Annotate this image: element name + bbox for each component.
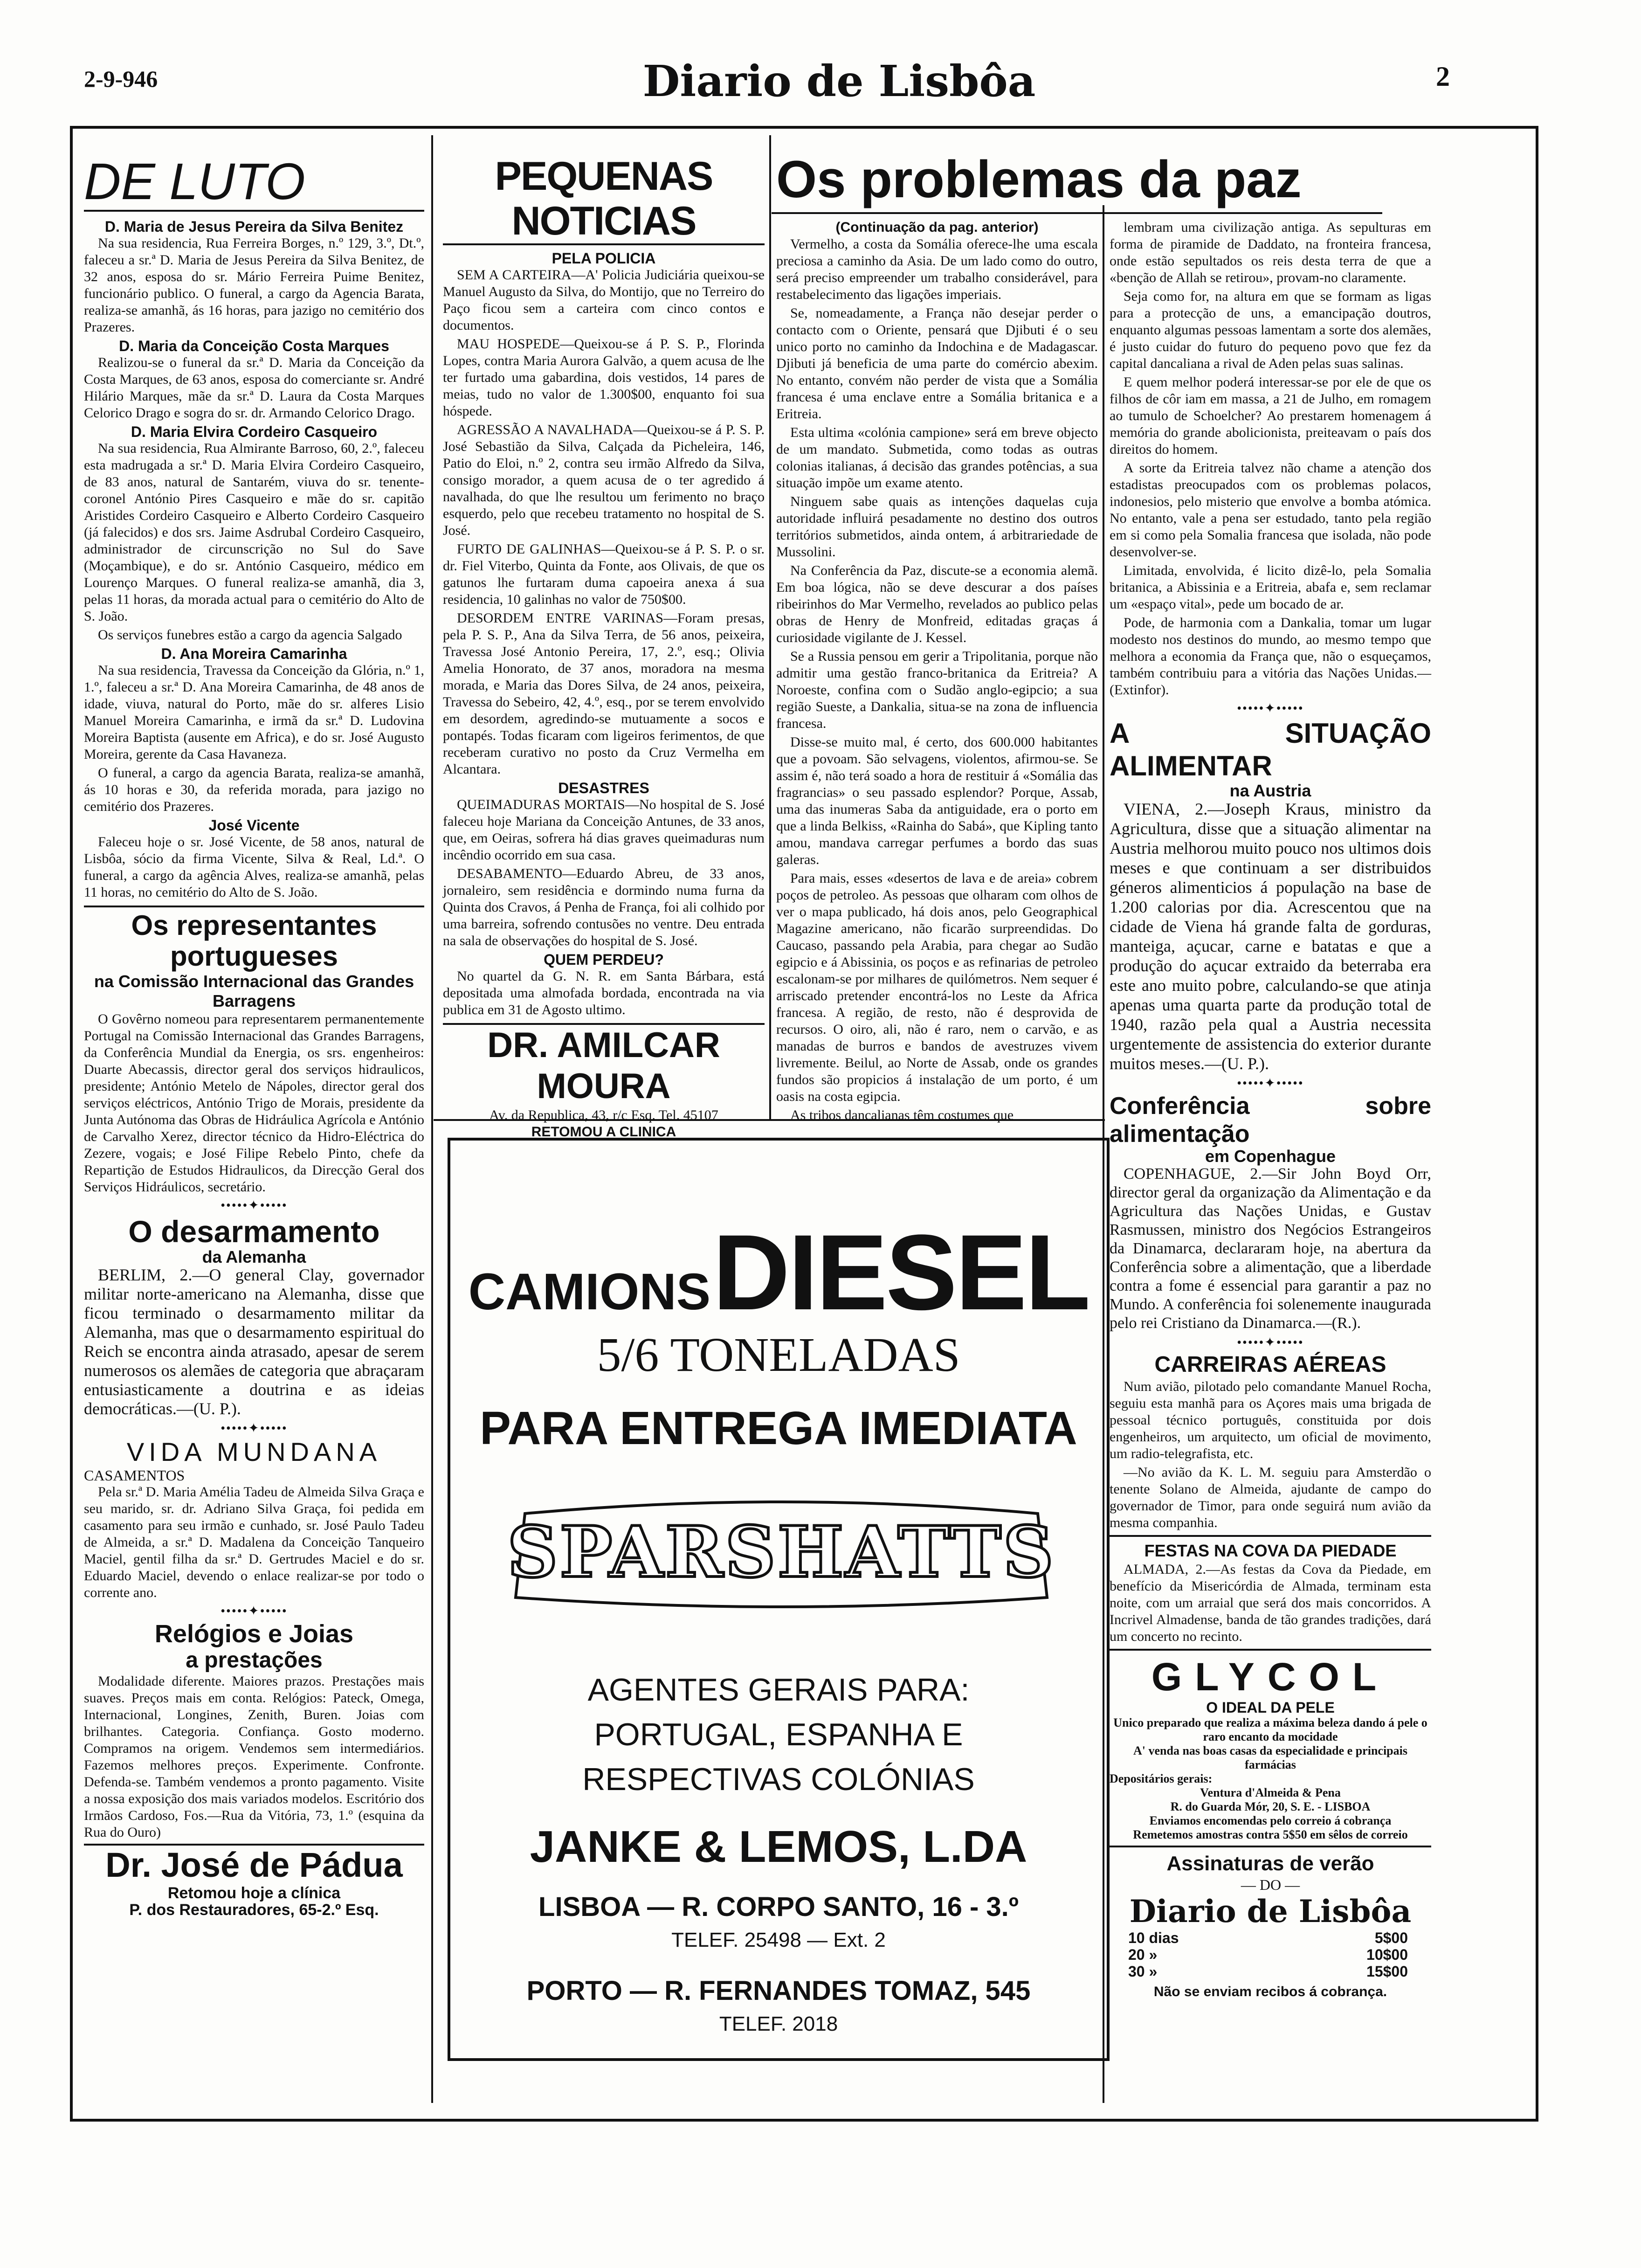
- article-text: O Govêrno nomeou para representarem permanentemente Portugal na Comissão Internacional das Grandes Barragens, da Conferência Mundial da Energia, os srs. engenheiros: Duarte Abecassis, director geral dos serviços hidraulicos, presidente; António Metelo de Nápoles, director geral dos serviços eléctricos, António Trigo de Morais, presidente da Junta Autónoma das Obras de Hidráulica Agrícola e António de Carvalho Xerez, director técnico da Hidro-Eléctrica do Zezere, vogais; e José Filipe Rebelo Pinto, chefe da Repartição de Estudos Hidraulicos, da Direcção Geral dos Serviços Hidráulicos, secretário.: [84, 1011, 424, 1195]
- subscription-price: 10$00: [1366, 1946, 1408, 1963]
- subscriptions-note: Não se enviam recibos á cobrança.: [1153, 1984, 1387, 1999]
- ad-diesel-headline: [450, 1210, 1107, 1334]
- subscription-price: 5$00: [1374, 1929, 1408, 1946]
- article-text: Para mais, esses «desertos de lava e de areia» cobrem poços de petroleo. As pessoas que olharam com olhos de ver o mapa publicado, há dois anos, pelo Geographical Magazine americano, não ficarão surpreendidas. Do Caucaso, passando pela Arabia, para chegar ao Sudão egipcio e á Abissinia, os poços e as refinarias de petroleo escalonam-se por milhares de quilómetros. Nem sequer é arriscado pretender encontrá-los no Leste da Africa francesa. A região, de resto, não é desprovida de recursos. O oiro, ali, não é raro, nem o carvão, e as manadas de burros e bandos de avestruzes vivem livremente. Beilul, ao Norte de Assab, onde os grandes fundos são propicios á instalação de um porto, é um oasis na costa egipcia.: [776, 871, 1098, 1104]
- ornament-divider: •••••✦•••••: [221, 1604, 288, 1618]
- subscription-price: 15$00: [1366, 1963, 1408, 1980]
- subsection-policia: PELA POLICIA: [552, 250, 656, 267]
- column-right: [1110, 219, 1431, 2000]
- column-rule: [431, 135, 433, 2103]
- headline-festas: FESTAS NA COVA DA PIEDADE: [1144, 1541, 1397, 1560]
- column-rule: [769, 135, 771, 1119]
- subheadline: em Copenhague: [1205, 1147, 1336, 1166]
- ad-diesel-lisboa-phone: TELEF. 25498 — Ext. 2: [671, 1929, 886, 1951]
- ornament-divider: •••••✦•••••: [1237, 1076, 1304, 1091]
- column-pequenas-noticias: [443, 154, 765, 1141]
- ad-relogios-title: Relógios e Joias: [154, 1620, 354, 1648]
- sparshatts-logo: [506, 1495, 1056, 1616]
- subscription-period: 10 dias: [1128, 1929, 1179, 1946]
- article-text: E quem melhor poderá interessar-se por ele de que os filhos de côr iam em massa, a 21 de Julho, em romagem ao tumulo de Schoelcher? Ao prestarem homenagem á memória do grande abolicionista, preiteavam o país dos direitos do homem.: [1110, 374, 1431, 457]
- subheadline: na Comissão Internacional das Grandes Barragens: [94, 972, 414, 1010]
- ad-moura-address: Av. da Republica, 43, r/c Esq. Tel. 45107: [489, 1107, 718, 1123]
- headline-situacao-alimentar: A SITUAÇÃO ALIMENTAR: [1110, 718, 1431, 781]
- news-item: DESORDEM ENTRE VARINAS—Foram presas, pela P. S. P., Ana da Silva Terra, de 56 anos, peixeira, Travessa José Antonio Pereira, 17, 2.º, esq.; Olivia Amelia Honorato, de 37 anos, moradora na mesma morada, e Maria das Dores Silva, de 24 anos, peixeira, Travessa do Sebeiro, 42, 4.º, esq., por se terem envolvido em desordem, agredindo-se mutuamente a socos e pontapés. Todas ficaram com ligeiros ferimentos, de que receberam curativo no posto da Cruz Vermelha em Alcantara.: [443, 610, 765, 777]
- ad-glycol-line: Unico preparado que realiza a máxima beleza dando á pele o raro encanto da mocidade: [1113, 1716, 1427, 1743]
- headline-conferencia: Conferência sobre alimentação: [1110, 1093, 1431, 1148]
- ad-diesel-diesel: DIESEL: [712, 1212, 1089, 1332]
- ornament-divider: •••••✦•••••: [1237, 1335, 1304, 1350]
- ad-glycol-line: Enviamos encomendas pelo correio á cobrança: [1149, 1814, 1392, 1827]
- article-text: BERLIM, 2.—O general Clay, governador militar norte-americano na Alemanha, disse que ficou terminado o desarmamento militar da Alemanha, mas que o desarmamento espiritual do Reich se encontra ainda atrasado, apesar de serem numerosos os alemães de categoria que abraçaram entusiasticamente a doutrina e as ideias democráticas.—(U. P.).: [84, 1265, 424, 1418]
- subscriptions-paper: Diario de Lisbôa: [1129, 1893, 1412, 1929]
- subheadline: da Alemanha: [202, 1247, 306, 1266]
- issue-date: 2-9-946: [84, 66, 158, 92]
- section-title-de-luto: DE LUTO: [84, 154, 424, 212]
- subscriptions-do: — DO —: [1241, 1876, 1300, 1893]
- ad-glycol-line: Remetemos amostras contra 5$50 em sêlos de correio: [1133, 1828, 1408, 1841]
- ornament-divider: •••••✦•••••: [221, 1198, 288, 1213]
- ad-diesel-company: JANKE & LEMOS, L.DA: [530, 1822, 1027, 1872]
- article-text: COPENHAGUE, 2.—Sir John Boyd Orr, director geral da organização da Alimentação e da Agricultura das Nações Unidas, e Gustav Rasmussen, ministro dos Negócios Estrangeiros da Dinamarca, declararam hoje, na abertura da Conferência sobre a alimentação, que a liberdade contra a fome é essencial para garantir a paz no Mundo. A conferência foi solenemente inaugurada pelo rei Cristiano da Dinamarca.—(R.).: [1110, 1165, 1431, 1332]
- ad-padua-address: P. dos Restauradores, 65-2.º Esq.: [129, 1901, 379, 1919]
- article-text: lembram uma civilização antiga. As sepulturas em forma de piramide de Daddato, na fronteira francesa, onde estão sepultados os reis desta terra de que a «benção de Allah se retirou», provam-no claramente.: [1110, 220, 1431, 285]
- obituary-text: Na sua residencia, Rua Ferreira Borges, n.º 129, 3.º, Dt.º, faleceu a sr.ª D. Maria de Jesus Pereira da Silva Benitez, de 32 anos, esposa do sr. Mário Ferreira Puime Benitez, funcionário publico. O funeral, a cargo da Agencia Barata, realiza-se amanhã, ás 16 horas, para jazigo no cemitério dos Prazeres.: [84, 235, 424, 335]
- ad-glycol-line: Ventura d'Almeida & Pena: [1200, 1786, 1341, 1799]
- ornament-divider: •••••✦•••••: [221, 1421, 288, 1436]
- article-text: Se a Russia pensou em gerir a Tripolitania, porque não admitir uma gestão franco-britanica da Eritreia? A Noroeste, confina com o Sudão anglo-egipcio; a sua região Sueste, a Dankalia, situa-se na zona de influencia francesa.: [776, 649, 1098, 731]
- column-rule: [1103, 205, 1104, 1119]
- column-problemas-left: [776, 219, 1098, 1126]
- ad-moura-title: DR. AMILCAR MOURA: [487, 1025, 720, 1106]
- obituary-text: Os serviços funebres estão a cargo da agencia Salgado: [98, 627, 402, 643]
- section-title-pequenas-noticias: PEQUENAS NOTICIAS: [443, 154, 765, 245]
- ad-diesel-lisboa-address: LISBOA — R. CORPO SANTO, 16 - 3.º: [538, 1892, 1019, 1922]
- subheadline: na Austria: [1229, 781, 1311, 800]
- headline-problemas-da-paz: Os problemas da paz: [776, 150, 1302, 208]
- ad-glycol-title: GLYCOL: [1151, 1655, 1390, 1699]
- news-item: SEM A CARTEIRA—A' Policia Judiciária queixou-se Manuel Augusto da Silva, do Montijo, que no Terreiro do Paço ficou sem a carteira com cinco contos e documentos.: [443, 267, 765, 333]
- continuation-note: (Continuação da pag. anterior): [835, 220, 1039, 235]
- headline-representantes: Os representantes portugueses: [131, 910, 377, 972]
- article-text: Se, nomeadamente, a França não desejar perder o contacto com o Oriente, pensará que Djibuti é o seu unico porto no caminho da Indochina e de Madagascar. Djibuti já beneficia de uma parte do comércio abexim. No entanto, convém não perder de vista que a Somália francesa é uma enclave entre a Somália britanica e a Eritreia.: [776, 305, 1098, 422]
- ad-glycol-sub: O IDEAL DA PELE: [1206, 1699, 1335, 1716]
- newspaper-title: Diario de Lisbôa: [642, 56, 1036, 106]
- ad-relogios-sub: a prestações: [186, 1648, 323, 1673]
- article-text: Disse-se muito mal, é certo, dos 600.000 habitantes que a povoam. São selvagens, violentos, afirmou-se. Se assim é, não terá soado a hora de restituir á «Somália das fragrancias» o seu passado esplendor? Porque, Assab, uma das inumeras Saba da antiguidade, era o porto em que a linda Belkiss, «Rainha do Sabá», que Kipling tanto amou, mandava carregar perfumes a bordo das suas galeras.: [776, 734, 1098, 867]
- subscriptions-table: [1128, 1929, 1431, 1980]
- article-text: Num avião, pilotado pelo comandante Manuel Rocha, seguiu esta manhã para os Açores mais uma brigada de pessoal técnico português, constituida por dois engenheiros, um arquitecto, um oficial de movimento, um radio-telegrafista, etc.: [1110, 1379, 1431, 1461]
- ad-diesel-agents-line: AGENTES GERAIS PARA:: [587, 1672, 970, 1708]
- ad-diesel-delivery: PARA ENTREGA IMEDIATA: [480, 1402, 1077, 1454]
- headline-rule: [772, 212, 1382, 214]
- diesel-advertisement: [448, 1138, 1110, 2061]
- obituary-name: D. Maria da Conceição Costa Marques: [119, 338, 389, 354]
- ad-glycol-line: Depositários gerais:: [1110, 1772, 1213, 1785]
- subscription-period: 30 »: [1128, 1963, 1158, 1980]
- column-obituaries: [84, 154, 424, 1918]
- obituary-name: D. Maria de Jesus Pereira da Silva Benitez: [104, 218, 404, 235]
- sparshatts-logo-text: SPARSHATTS: [507, 1511, 1055, 1593]
- article-text: As tribos dancalianas têm costumes que: [790, 1107, 1014, 1123]
- subsection-quem-perdeu: QUEM PERDEU?: [544, 951, 664, 968]
- news-item: AGRESSÃO A NAVALHADA—Queixou-se á P. S. P. José Sebastião da Silva, Calçada da Picheleira, 146, Patio do Eloi, n.º 2, contra seu irmão Alfredo da Silva, consigo morador, a quem acusa de o ter agredido á navalhada, do que lhe resultou um ferimento no braço esquerdo, pelo que recebeu tratamento no hospital de S. José.: [443, 422, 765, 538]
- ad-diesel-tonnage: 5/6 TONELADAS: [597, 1328, 960, 1382]
- article-text: Ninguem sabe quais as intenções daquelas cuja autoridade influirá pesadamente no destino dos outros territórios submetidos, ainda ontem, á arbitrariedade de Mussolini.: [776, 494, 1098, 560]
- obituary-name: José Vicente: [208, 817, 300, 834]
- obituary-name: D. Maria Elvira Cordeiro Casqueiro: [131, 423, 378, 440]
- obituary-name: D. Ana Moreira Camarinha: [161, 645, 347, 662]
- headline-desarmamento: O desarmamento: [128, 1214, 380, 1249]
- article-text: Limitada, envolvida, é licito dizê-lo, pela Somalia britanica, a Abissinia e a Eritreia, abafa e, sem reclamar um «espaço vital», pede um bocado de ar.: [1110, 563, 1431, 612]
- article-text: ALMADA, 2.—As festas da Cova da Piedade, em benefício da Misericórdia de Almada, terminam esta noite, com um arraial que será dos mais concorridos. A Incrivel Almadense, banda de tão grandes tradições, dará um concerto no recinto.: [1110, 1562, 1431, 1644]
- article-text: Na Conferência da Paz, discute-se a economia alemã. Em boa lógica, não se deve descurar a dos países ribeirinhos do Mar Vermelho, revelados ao publico pelas obras de Henry de Monfreid, editadas graças á curiosidade vigilante de J. Kessel.: [776, 563, 1098, 645]
- article-text: A sorte da Eritreia talvez não chame a atenção dos estadistas preocupados com os problemas polacos, indonesios, pelo misterio que envolve a bomba atómica. No entanto, vale a pena ser estudado, tanto pela região em si como pela Somalia francesa que isolada, não pode desenvolver-se.: [1110, 460, 1431, 560]
- article-text: —No avião da K. L. M. seguiu para Amsterdão o tenente Solano de Almeida, ajudante de campo do governador de Timor, para onde seguirá num avião da mesma companhia.: [1110, 1465, 1431, 1530]
- article-text: Pela sr.ª D. Maria Amélia Tadeu de Almeida Silva Graça e seu marido, sr. dr. Adriano Silva Graça, foi pedida em casamento para seu irmão e cunhado, sr. José Paulo Tadeu de Almeida, a sr.ª D. Madalena da Conceição Tanqueiro Maciel, gentil filha da sr.ª D. Gertrudes Maciel e do sr. Eduardo Maciel, devendo o enlace realizar-se por todo o corrente ano.: [84, 1484, 424, 1600]
- ad-diesel-porto-address: PORTO — R. FERNANDES TOMAZ, 545: [526, 1976, 1031, 2006]
- subscription-row: [1128, 1929, 1408, 1946]
- ad-relogios-text: Modalidade diferente. Maiores prazos. Prestações mais suaves. Preços mais em conta. Relógios: Pateck, Omega, Internacional, Longines, Zenith, Buren. Joias com brilhantes. Categoria. Confiança. Gosto moderno. Compramos na origem. Vendemos sem intermediários. Fazemos melhores preços. Experimente. Confronte. Defenda-se. Também vendemos a pronto pagamento. Visite a nossa exposição dos mais variados modelos. Escritório dos Irmãos Cardoso, Fos.—Rua da Vitória, 73, 1.º (esquina da Rua do Ouro): [84, 1673, 424, 1840]
- obituary-text: Faleceu hoje o sr. José Vicente, de 58 anos, natural de Lisbôa, sócio da firma Vicente, Silva & Real, Ld.ª. O funeral, a cargo da agência Alves, realiza-se amanhã, pelas 11 horas, no cemitério do Alto de S. João.: [84, 834, 424, 900]
- news-item: MAU HOSPEDE—Queixou-se á P. S. P., Florinda Lopes, contra Maria Aurora Galvão, a quem acusa de lhe ter furtado uma gabardina, dois vestidos, 14 pares de meias, tudo no valor de 1.300$00, enquanto foi sua hóspede.: [443, 336, 765, 419]
- article-text: Pode, de harmonia com a Dankalia, tomar um lugar modesto nos destinos do mundo, ao mesmo tempo que melhora a economia da França que, não o esqueçamos, também contribuiu para a vitória das Nações Unidas.—(Extinfor).: [1110, 615, 1431, 698]
- news-item: QUEIMADURAS MORTAIS—No hospital de S. José faleceu hoje Mariana da Conceição Antunes, de 33 anos, que, em Oeiras, sofrera há dias graves queimaduras num incêndio ocorrido em sua casa.: [443, 797, 765, 863]
- ad-moura-note: RETOMOU A CLINICA: [531, 1124, 676, 1140]
- news-item: DESABAMENTO—Eduardo Abreu, de 33 anos, jornaleiro, sem residência e dormindo numa furna da Quinta dos Cravos, á Penha de França, foi ali colhido por uma barreira, sofrendo contusões no ventre. Deu entrada na sala de observações do hospital de S. José.: [443, 866, 765, 948]
- news-item: No quartel da G. N. R. em Santa Bárbara, está depositada uma almofada bordada, encontrada na via publica em 31 de Agosto ultimo.: [443, 968, 765, 1017]
- ad-diesel-camions: CAMIONS: [468, 1263, 711, 1321]
- subscription-period: 20 »: [1128, 1946, 1158, 1963]
- obituary-text: O funeral, a cargo da agencia Barata, realiza-se amanhã, ás 10 horas e 30, da referida morada, para jazigo no cemitério dos Prazeres.: [84, 765, 424, 814]
- ad-diesel-porto-phone: TELEF. 2018: [719, 2012, 838, 2035]
- subscriptions-title: Assinaturas de verão: [1166, 1852, 1374, 1875]
- subscription-row: [1128, 1946, 1408, 1963]
- obituary-text: Realizou-se o funeral da sr.ª D. Maria da Conceição da Costa Marques, de 63 anos, esposa do comerciante sr. André Hilário Marques, mãe da sr.ª D. Laura da Costa Marques Celorico Drago e sogra do sr. dr. Armando Celorico Drago.: [84, 355, 424, 421]
- headline-vida-mundana: VIDA MUNDANA: [126, 1437, 382, 1466]
- obituary-text: Na sua residencia, Travessa da Conceição da Glória, n.º 1, 1.º, faleceu a sr.ª D. Ana Moreira Camarinha, de 48 anos de idade, viuva, natural do Porto, mãe do sr. alferes Lisio Manuel Moreira Camarinha, e irmã da sr.ª D. Ludovina Moreira Baptista (ausente em Africa), e do sr. José Augusto Moreira, gerente da Casa Havaneza.: [84, 663, 424, 762]
- ad-diesel-agents-line: PORTUGAL, ESPANHA E: [594, 1717, 963, 1752]
- ornament-divider: •••••✦•••••: [1237, 701, 1304, 716]
- ad-padua-sub: Retomou hoje a clínica: [167, 1884, 341, 1902]
- headline-carreiras-aereas: CARREIRAS AÉREAS: [1154, 1352, 1386, 1377]
- ad-glycol-line: A' venda nas boas casas da especialidade e principais farmácias: [1133, 1744, 1407, 1771]
- article-text: Esta ultima «colónia campione» será em breve objecto de um mandato. Submetida, como todas as outras colonias italianas, á decisão das grandes potências, a sua situação impõe um exame atento.: [776, 425, 1098, 491]
- news-item: FURTO DE GALINHAS—Queixou-se á P. S. P. o sr. dr. Fiel Viterbo, Quinta da Fonte, aos Olivais, de que os gatunos lhe furtaram duma capoeira anexa á sua residencia, 10 galinhas no valor de 750$00.: [443, 541, 765, 607]
- article-text: VIENA, 2.—Joseph Kraus, ministro da Agricultura, disse que a situação alimentar na Austria melhorou muito pouco nos ultimos dois meses e que continuam a ser distribuidos géneros alimenticios á população na base de 1.200 calorias por dia. Acrescentou que na cidade de Viena há grande falta de gorduras, manteiga, açucar, carne e batatas e que a produção do açucar extraido da beterraba era este ano muito pobre, calculando-se que atinja apenas uma quarta parte da produção total de 1940, razão pela qual a Austria necessita urgentemente de assistencia do exterior durante muitos meses.—(U. P.).: [1110, 800, 1431, 1073]
- article-text: Seja como for, na altura em que se formam as ligas para a protecção de uns, a emancipação doutros, enquanto algumas pessoas lamentam a sorte dos alemães, é justo cuidar do futuro do pequeno povo que fez da capital dancaliana a rival de Aden pelas suas salinas.: [1110, 289, 1431, 371]
- ad-padua-title: Dr. José de Pádua: [105, 1846, 403, 1884]
- subsection-desastres: DESASTRES: [558, 780, 649, 796]
- article-text: Vermelho, a costa da Somália oferece-lhe uma escala preciosa a caminho da Asia. De um lado como do outro, será preciso empreender um trabalho considerável, para restabelecimento das ligações imperiais.: [776, 236, 1098, 302]
- ad-glycol-line: R. do Guarda Mór, 20, S. E. - LISBOA: [1170, 1800, 1371, 1813]
- ad-diesel-agents-line: RESPECTIVAS COLÓNIAS: [582, 1762, 975, 1797]
- obituary-text: Na sua residencia, Rua Almirante Barroso, 60, 2.º, faleceu esta madrugada a sr.ª D. Maria Elvira Cordeiro Casqueiro, de 83 anos, natural de Santarém, viuva do sr. tenente-coronel António Pires Casqueiro e mãe do sr. capitão Aristides Cordeiro Casqueiro e Alberto Cordeiro Casqueiro (já falecidos) e dos srs. Jaime Asdrubal Cordeiro Casqueiro, administrador de circunscrição no Sul do Save (Moçambique), e do sr. António Casqueiro, médico em Lourenço Marques. O funeral realiza-se amanhã, dia 3, pelas 11 horas, da morada actual para o cemitério do Alto de S. João.: [84, 441, 424, 624]
- page-number: 2: [1436, 61, 1450, 92]
- ad-diesel-agents: [450, 1667, 1107, 1802]
- subheadline: CASAMENTOS: [84, 1467, 185, 1484]
- subscription-row: [1128, 1963, 1408, 1980]
